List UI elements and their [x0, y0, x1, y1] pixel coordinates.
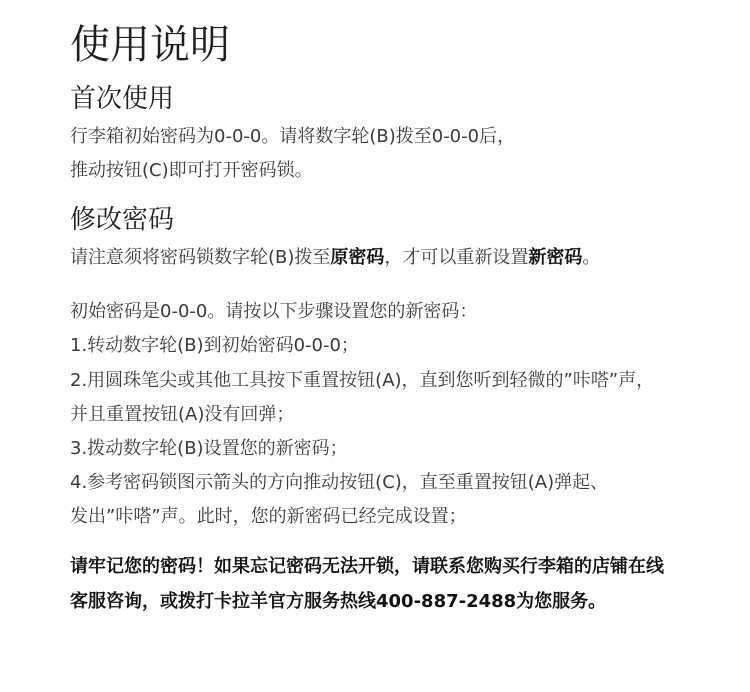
page-title: 使用说明 — [70, 22, 230, 68]
step-4: 4.参考密码锁图示箭头的方向推动按钮(C)，直至重置按钮(A)弹起、 — [70, 472, 609, 493]
step-3: 3.拨动数字轮(B)设置您的新密码； — [70, 438, 348, 459]
first-use-heading: 首次使用 — [70, 84, 175, 114]
notice-line-1: 请牢记您的密码！如果忘记密码无法开锁，请联系您购买行李箱的店铺在线 — [70, 556, 664, 577]
steps-intro: 初始密码是0-0-0。请按以下步骤设置您的新密码： — [70, 301, 478, 322]
step-4-continued: 发出”咔嗒”声。此时，您的新密码已经完成设置； — [70, 506, 467, 527]
notice-line-2: 客服咨询，或拨打卡拉羊官方服务热线400-887-2488为您服务。 — [70, 591, 607, 612]
new-code-emphasis: 新密码 — [528, 247, 583, 268]
change-code-intro-mid: ，才可以重新设置 — [384, 247, 529, 268]
change-code-intro — [70, 245, 600, 271]
step-1: 1.转动数字轮(B)到初始密码0-0-0； — [70, 335, 359, 356]
first-use-line-1: 行李箱初始密码为0-0-0。请将数字轮(B)拨至0-0-0后， — [70, 126, 516, 147]
first-use-line-2: 推动按钮(C)即可打开密码锁。 — [70, 160, 313, 181]
change-code-heading: 修改密码 — [70, 205, 175, 235]
change-code-intro-pre: 请注意须将密码锁数字轮(B)拨至 — [70, 247, 331, 268]
step-2: 2.用圆珠笔尖或其他工具按下重置按钮(A)，直到您听到轻微的”咔嗒”声， — [70, 370, 655, 391]
original-code-emphasis: 原密码 — [330, 247, 385, 268]
change-code-intro-post: 。 — [582, 247, 601, 268]
step-2-continued: 并且重置按钮(A)没有回弹； — [70, 404, 295, 425]
